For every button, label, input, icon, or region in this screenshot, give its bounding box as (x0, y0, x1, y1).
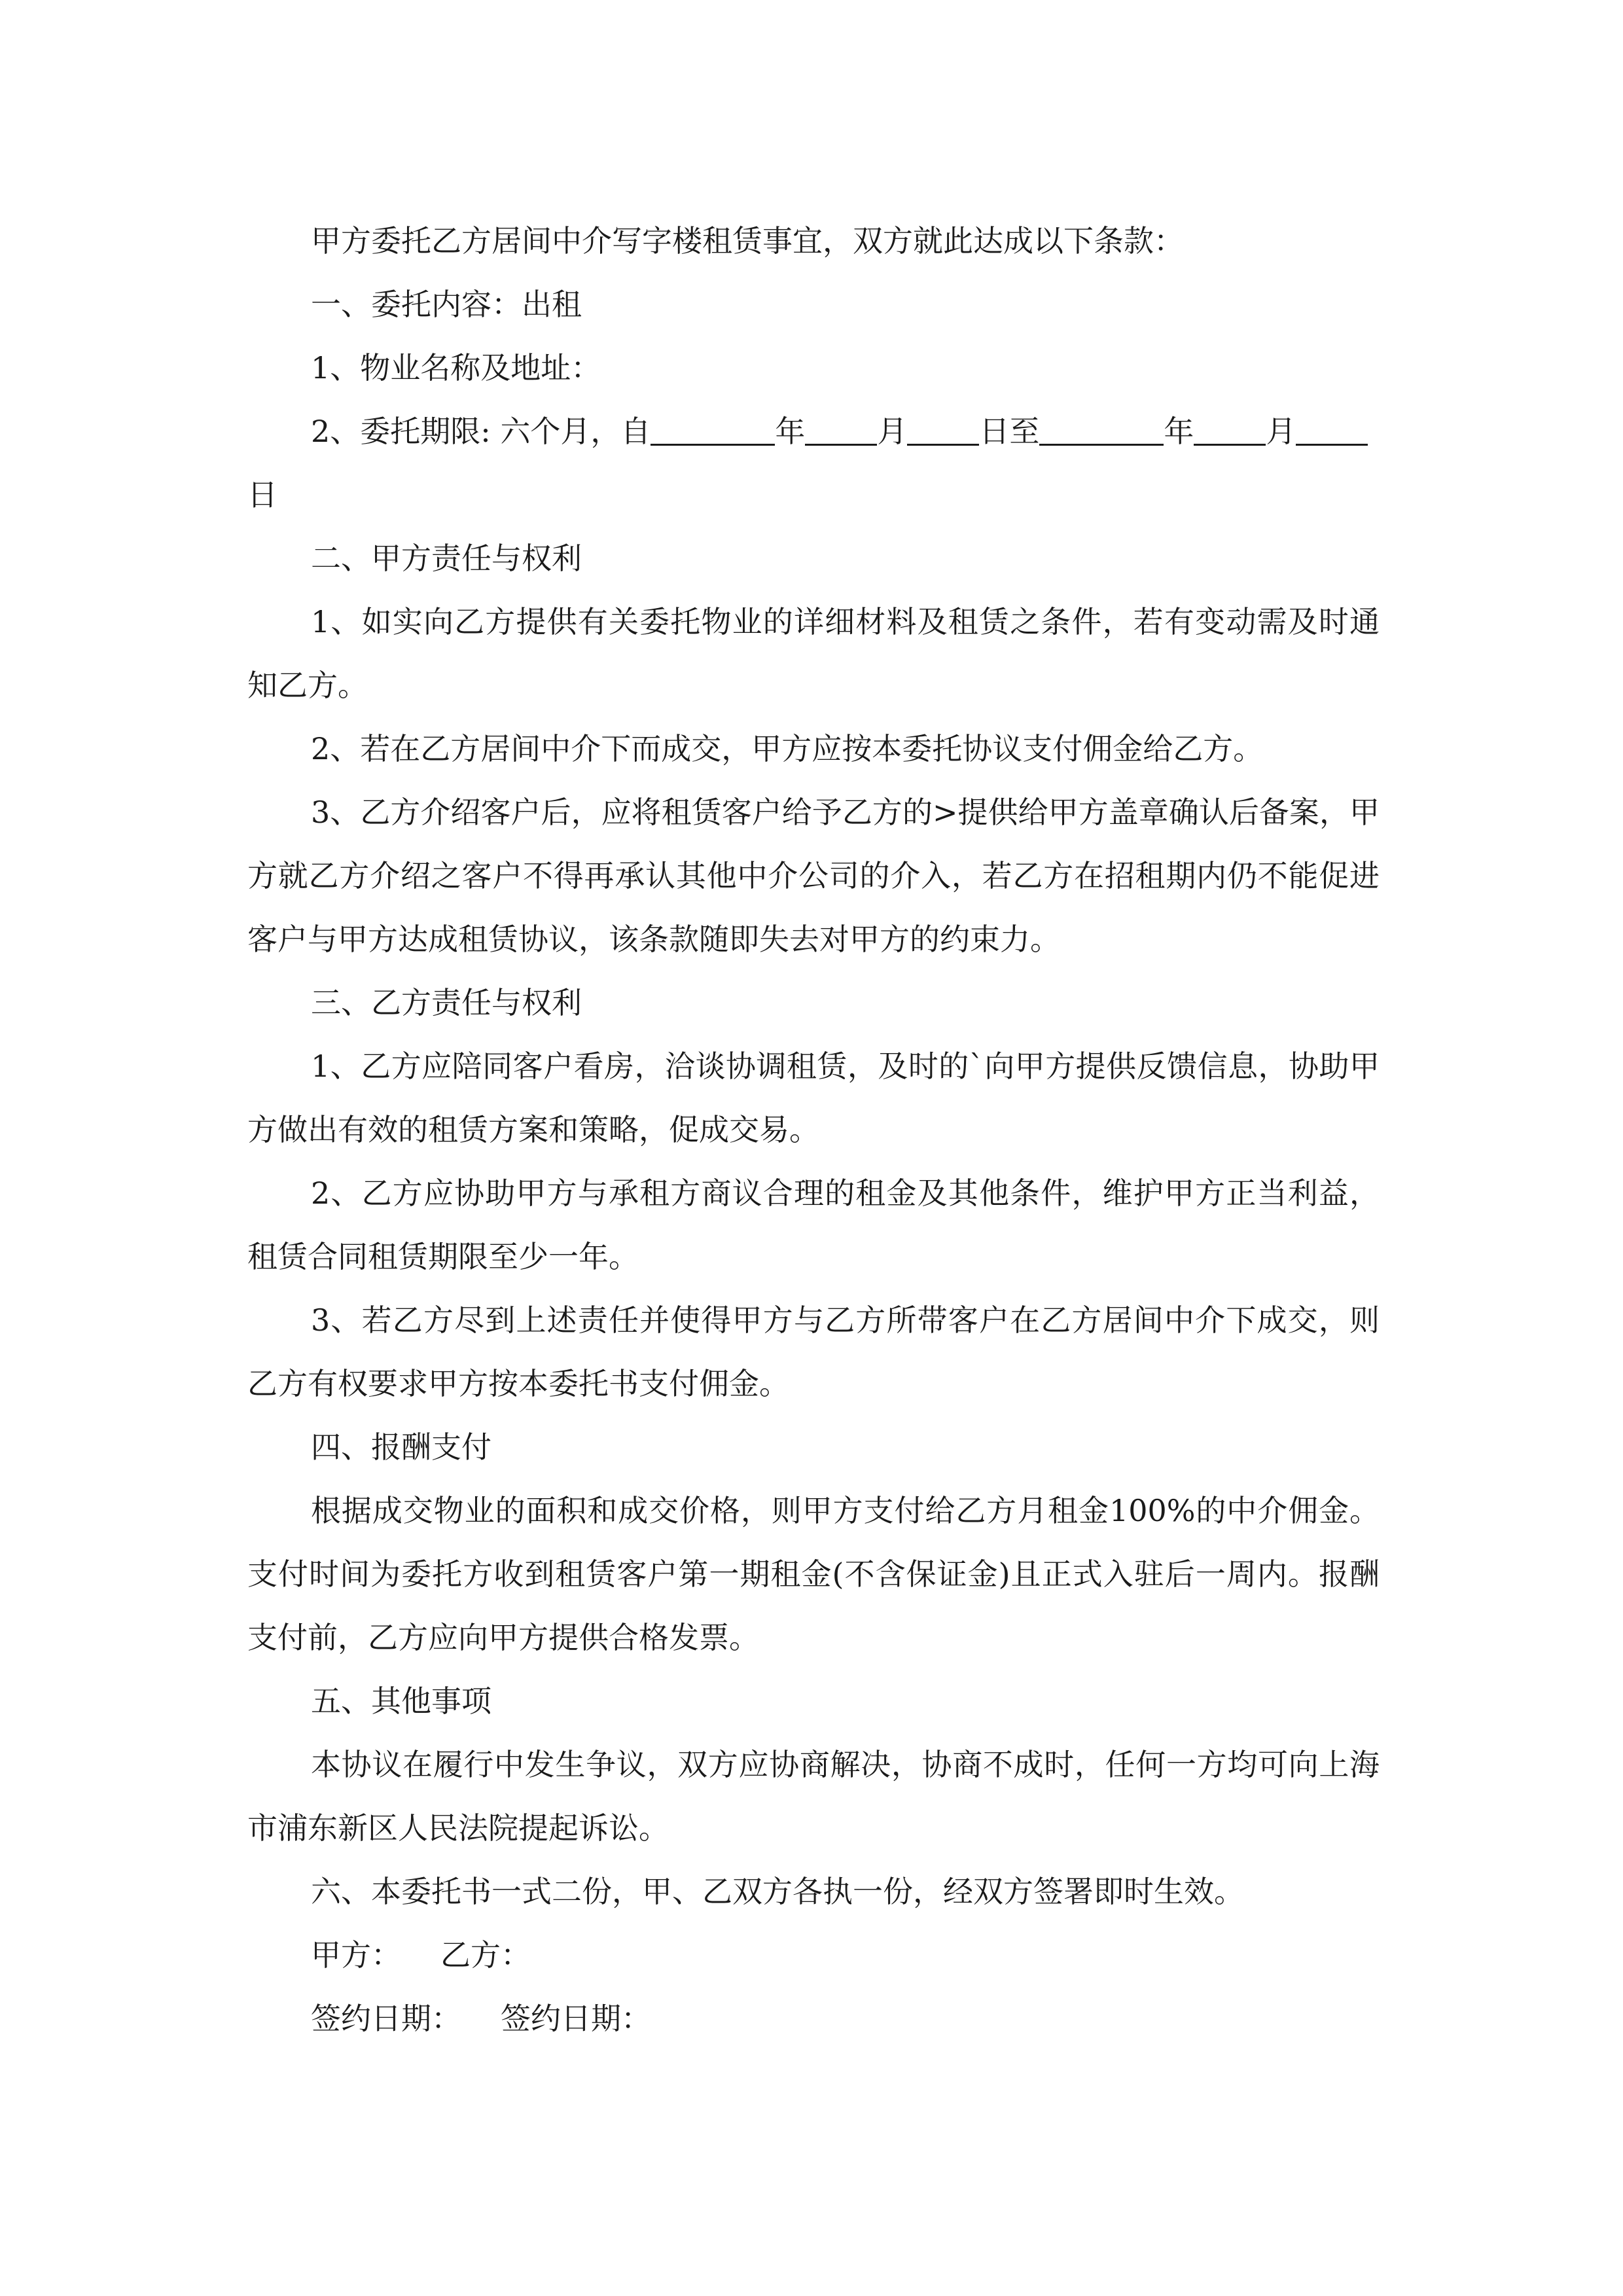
date-b-label: 签约日期： (501, 2001, 651, 2036)
start-year-blank (651, 414, 775, 446)
end-month-label: 月 (1266, 414, 1296, 449)
section-4-title: 四、报酬支付 (311, 1429, 491, 1465)
section-6-paragraph: 六、本委托书一式二份，甲、乙双方各执一份，经双方签署即时生效。 (311, 1874, 1244, 1909)
party-a-label: 甲方： (311, 1937, 401, 1973)
intro-paragraph: 甲方委托乙方居间中介写字楼租赁事宜，双方就此达成以下条款： (311, 223, 1184, 259)
start-year-label: 年 (775, 414, 806, 449)
end-day-blank (1296, 414, 1368, 446)
section-5-title: 五、其他事项 (311, 1683, 491, 1719)
section-3-title: 三、乙方责任与权利 (311, 985, 582, 1020)
term-prefix: 2、委托期限: 六个月，自 (311, 414, 651, 449)
start-day-to-label: 日至 (979, 414, 1040, 449)
end-month-blank (1194, 414, 1266, 446)
section-3-item-2: 2、乙方应协助甲方与承租方商议合理的租金及其他条件，维护甲方正当利益，租赁合同租赁期限至少一年。 (247, 1175, 1380, 1274)
section-2-title: 二、甲方责任与权利 (311, 541, 582, 576)
section-1-item-2 (247, 400, 1380, 527)
signature-parties-line (311, 1924, 531, 1987)
end-day-label: 日 (247, 477, 277, 512)
section-3-item-3: 3、若乙方尽到上述责任并使得甲方与乙方所带客户在乙方居间中介下成交，则乙方有权要求甲方按本委托书支付佣金。 (247, 1302, 1380, 1401)
section-1-title: 一、委托内容：出租 (311, 287, 582, 322)
section-2-item-3: 3、乙方介绍客户后，应将租赁客户给予乙方的>提供给甲方盖章确认后备案，甲方就乙方介绍之客户不得再承认其他中介公司的介入，若乙方在招租期内仍不能促进客户与甲方达成租赁协议，该条款随即失去对甲方的约束力。 (247, 795, 1380, 957)
section-2-item-1: 1、如实向乙方提供有关委托物业的详细材料及租赁之条件，若有变动需及时通知乙方。 (247, 604, 1380, 703)
party-b-label: 乙方： (440, 1937, 531, 1973)
section-4-body: 根据成交物业的面积和成交价格，则甲方支付给乙方月租金100%的中介佣金。支付时间为委托方收到租赁客户第一期租金(不含保证金)且正式入驻后一周内。报酬支付前，乙方应向甲方提供合格发票。 (247, 1493, 1380, 1655)
section-5-body: 本协议在履行中发生争议，双方应协商解决，协商不成时，任何一方均可向上海市浦东新区人民法院提起诉讼。 (247, 1747, 1380, 1846)
start-month-label: 月 (877, 414, 908, 449)
section-2-item-2: 2、若在乙方居间中介下而成交，甲方应按本委托协议支付佣金给乙方。 (311, 731, 1264, 766)
start-day-blank (907, 414, 979, 446)
end-year-blank (1039, 414, 1164, 446)
start-month-blank (805, 414, 877, 446)
signature-dates-line (311, 1987, 651, 2051)
end-year-label: 年 (1164, 414, 1194, 449)
section-3-item-1: 1、乙方应陪同客户看房，洽谈协调租赁，及时的`向甲方提供反馈信息，协助甲方做出有效的租赁方案和策略，促成交易。 (247, 1049, 1380, 1147)
date-a-label: 签约日期： (311, 2001, 461, 2036)
section-1-item-1: 1、物业名称及地址： (311, 350, 601, 386)
